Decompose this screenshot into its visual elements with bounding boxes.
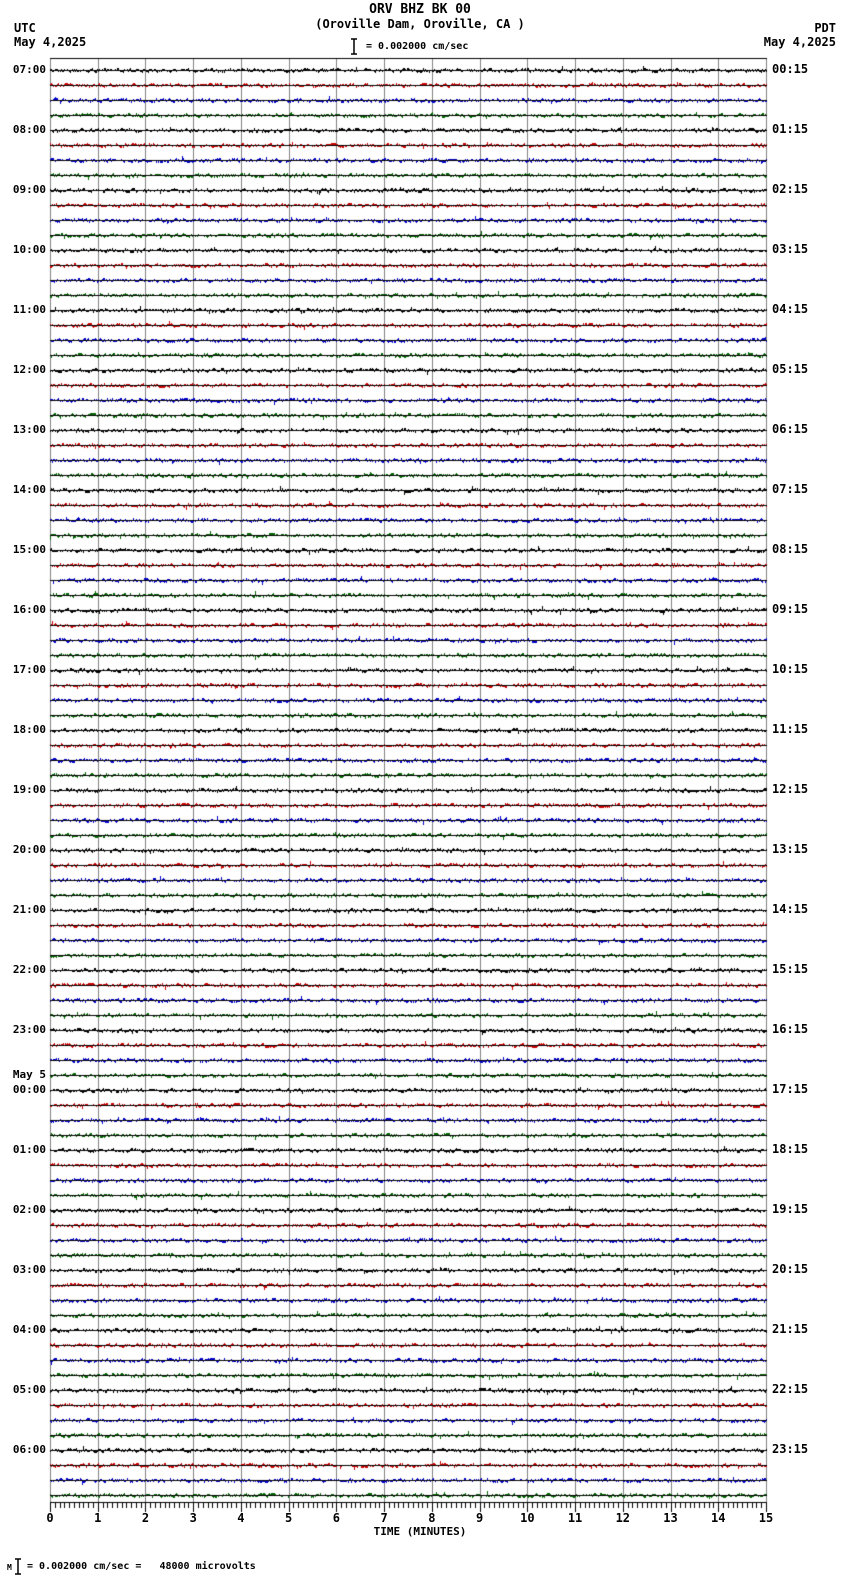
utc-hour-label: 13:00 bbox=[12, 423, 46, 436]
utc-hour-label: 04:00 bbox=[12, 1323, 46, 1336]
pdt-hour-label: 01:15 bbox=[772, 122, 809, 136]
x-axis-tick-label: 4 bbox=[237, 1511, 245, 1525]
pdt-hour-label: 10:15 bbox=[772, 662, 809, 676]
utc-hour-label: 18:00 bbox=[12, 723, 46, 736]
utc-hour-label: 00:00 bbox=[12, 1083, 46, 1096]
x-axis-tick-label: 10 bbox=[520, 1511, 535, 1525]
footer-scale-bar-icon bbox=[14, 1558, 22, 1575]
footer-prefix-glyph: M bbox=[7, 1563, 12, 1572]
pdt-hour-label: 21:15 bbox=[772, 1322, 809, 1336]
x-axis-tick-label: 5 bbox=[285, 1511, 293, 1525]
pdt-hour-label: 14:15 bbox=[772, 902, 809, 916]
utc-hour-label: 19:00 bbox=[12, 783, 46, 796]
pdt-hour-label: 19:15 bbox=[772, 1202, 809, 1216]
utc-hour-label: 22:00 bbox=[12, 963, 46, 976]
utc-hour-label: 20:00 bbox=[12, 843, 46, 856]
utc-hour-label: 06:00 bbox=[12, 1443, 46, 1456]
utc-date-marker: May 5 bbox=[12, 1068, 46, 1081]
pdt-hour-label: 02:15 bbox=[772, 182, 809, 196]
pdt-hour-label: 11:15 bbox=[772, 722, 809, 736]
x-axis-tick-label: 3 bbox=[189, 1511, 197, 1525]
x-axis-tick-label: 9 bbox=[475, 1511, 484, 1525]
pdt-hour-label: 13:15 bbox=[772, 842, 809, 856]
pdt-hour-label: 12:15 bbox=[772, 782, 809, 796]
x-axis-tick-label: 0 bbox=[46, 1511, 54, 1525]
utc-hour-label: 10:00 bbox=[12, 243, 46, 256]
utc-hour-label: 14:00 bbox=[12, 483, 46, 496]
utc-hour-label: 05:00 bbox=[12, 1383, 46, 1396]
x-axis-tick-label: 8 bbox=[428, 1511, 436, 1525]
date-right-label: May 4,2025 bbox=[763, 35, 836, 49]
utc-hour-label: 07:00 bbox=[12, 63, 46, 76]
utc-hour-label: 03:00 bbox=[12, 1263, 46, 1276]
pdt-hour-label: 05:15 bbox=[772, 362, 809, 376]
station-location: (Oroville Dam, Oroville, CA ) bbox=[315, 17, 525, 31]
pdt-hour-label: 09:15 bbox=[772, 602, 809, 616]
x-axis-tick-label: 12 bbox=[615, 1511, 631, 1525]
utc-hour-label: 09:00 bbox=[12, 183, 46, 196]
footer-scale-label: = 0.002000 cm/sec = 48000 microvolts bbox=[27, 1561, 256, 1572]
pdt-hour-label: 03:15 bbox=[772, 242, 809, 256]
pdt-hour-label: 06:15 bbox=[772, 422, 809, 436]
date-left-label: May 4,2025 bbox=[14, 35, 87, 49]
utc-hour-label: 01:00 bbox=[12, 1143, 46, 1156]
station-title: ORV BHZ BK 00 bbox=[369, 2, 471, 17]
x-axis-tick-label: 13 bbox=[663, 1511, 678, 1525]
pdt-hour-label: 16:15 bbox=[772, 1022, 809, 1036]
x-axis-tick-label: 7 bbox=[380, 1511, 388, 1525]
pdt-hour-label: 00:15 bbox=[772, 62, 809, 76]
x-axis-tick-label: 1 bbox=[94, 1511, 102, 1525]
timezone-right-label: PDT bbox=[814, 21, 836, 35]
pdt-hour-label: 15:15 bbox=[772, 962, 809, 976]
x-axis-tick-label: 14 bbox=[711, 1511, 726, 1525]
utc-hour-label: 15:00 bbox=[12, 543, 46, 556]
x-axis-tick-label: 15 bbox=[758, 1511, 774, 1525]
pdt-hour-label: 20:15 bbox=[772, 1262, 809, 1276]
pdt-hour-label: 22:15 bbox=[772, 1382, 809, 1396]
utc-hour-label: 08:00 bbox=[12, 123, 46, 136]
x-axis-tick-label: 11 bbox=[567, 1511, 583, 1525]
pdt-hour-label: 08:15 bbox=[772, 542, 809, 556]
utc-hour-label: 23:00 bbox=[12, 1023, 46, 1036]
scale-value-label: = 0.002000 cm/sec bbox=[366, 41, 469, 52]
utc-hour-label: 17:00 bbox=[12, 663, 46, 676]
pdt-hour-label: 07:15 bbox=[772, 482, 809, 496]
utc-hour-label: 11:00 bbox=[12, 303, 46, 316]
utc-hour-label: 21:00 bbox=[12, 903, 46, 916]
utc-hour-label: 16:00 bbox=[12, 603, 46, 616]
pdt-hour-label: 23:15 bbox=[772, 1442, 809, 1456]
timezone-left-label: UTC bbox=[14, 21, 36, 35]
x-axis-tick-label: 6 bbox=[332, 1511, 340, 1525]
pdt-hour-label: 04:15 bbox=[772, 302, 809, 316]
x-axis-title: TIME (MINUTES) bbox=[373, 1525, 467, 1538]
x-axis-tick-label: 2 bbox=[141, 1511, 150, 1525]
pdt-hour-label: 18:15 bbox=[772, 1142, 809, 1156]
utc-hour-label: 12:00 bbox=[12, 363, 46, 376]
scale-bar-icon bbox=[350, 38, 358, 55]
utc-hour-label: 02:00 bbox=[12, 1203, 46, 1216]
pdt-hour-label: 17:15 bbox=[772, 1082, 809, 1096]
